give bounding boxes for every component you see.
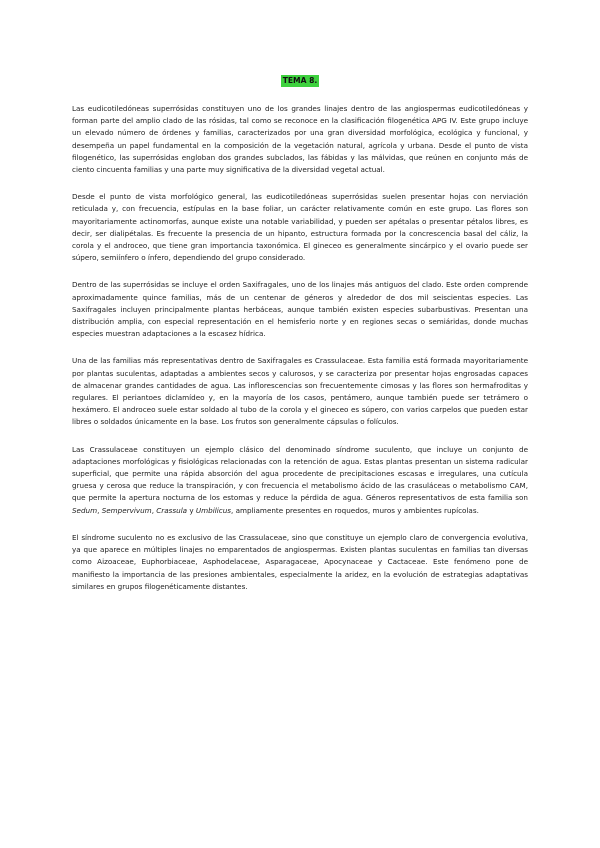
paragraph-text: Dentro de las superrósidas se incluye el orden Saxifragales, uno de los linajes más antiguos del clado. Este orden comprende aproximadamente quince familias, más de un centenar de géneros y alrededor de dos mil seiscientas especies. Las Saxifragales incluyen principalmente plantas herbáceas, aunque también existen especies subarbustivas. Presentan una distribución amplia, con especial representación en el hemisferio norte y en regiones secas o semiáridas, donde muchas especies muestran adaptaciones a la escasez hídrica. [72,280,528,339]
paragraph-text: Las eudicotiledóneas superrósidas constituyen uno de los grandes linajes dentro de las angiospermas eudicotiledóneas y forman parte del amplio clado de las rósidas, tal como se reconoce en la clasificación filogenética APG IV. Este grupo incluye un elevado número de órdenes y familias, caracterizados por una gran diversidad morfológica, ecológica y funcional, y desempeña un papel fundamental en la composición de la vegetación natural, agrícola y urbana. Desde el punto de vista filogenético, las superrósidas engloban dos grandes subclados, las fábidas y las málvidas, que reúnen en conjunto más de ciento cincuenta familias y una parte muy significativa de la diversidad vegetal actual. [72,104,528,175]
paragraph-text: , ampliamente presentes en roquedos, muros y ambientes rupícolas. [231,505,479,515]
document-title: TEMA 8. [282,76,318,85]
title-row [72,72,528,87]
paragraph-4 [72,355,528,428]
genus-name: Sedum [72,505,98,515]
paragraph-6 [72,532,528,593]
paragraph-2 [72,191,528,264]
paragraph-1 [72,103,528,176]
paragraph-text: El síndrome suculento no es exclusivo de las Crassulaceae, sino que constituye un ejemplo claro de convergencia evolutiva, ya que aparece en múltiples linajes no emparentados de angiospermas. Existen plantas suculentas en familias tan diversas como Aizoaceae, Euphorbiaceae, Asphodelaceae, Asparagaceae, Apocynaceae y Cactaceae. Este fenómeno pone de manifiesto la importancia de las presiones ambientales, especialmente la aridez, en la evolución de estrategias adaptativas similares en grupos filogenéticamente distantes. [72,532,528,591]
paragraph-text: y [187,505,196,515]
paragraph-3 [72,279,528,340]
paragraph-text: Desde el punto de vista morfológico general, las eudicotiledóneas superrósidas suelen presentar hojas con nerviación reticulada y, con frecuencia, estípulas en la base foliar, un carácter relativamente común en este grupo. Las flores son mayoritariamente actinomorfas, aunque existe una notable variabilidad, y pueden ser apétalas o presentar pétalos libres, es decir, ser dialipétalas. Es frecuente la presencia de un hipanto, estructura formada por la concrescencia basal del cáliz, la corola y el androceo, que tiene gran importancia taxonómica. El gineceo es generalmente sincárpico y el ovario puede ser súpero, semiínfero o ínfero, dependiendo del grupo considerado. [72,192,528,263]
document-page [72,72,528,608]
genus-name: Umbilicus [195,505,231,515]
genus-name: Crassula [156,505,188,515]
paragraph-text: , [151,505,157,515]
paragraph-text: Una de las familias más representativas dentro de Saxifragales es Crassulaceae. Esta familia está formada mayoritariamente por plantas suculentas, adaptadas a ambientes secos y calurosos, y se caracteriza por presentar hojas engrosadas capaces de almacenar grandes cantidades de agua. Las inflorescencias son frecuentemente cimosas y las flores son hermafroditas y regulares. El periantoes diclamídeo y, en la mayoría de los casos, pentámero, aunque también puede ser tetrámero o hexámero. El androceo suele estar soldado al tubo de la corola y el gineceo es súpero, con varios carpelos que pueden estar libres o soldados únicamente en la base. Los frutos son generalmente cápsulas o folículos. [72,356,528,427]
genus-name: Sempervivum [101,505,152,515]
paragraph-text: Las Crassulaceae constituyen un ejemplo clásico del denominado síndrome suculento, que incluye un conjunto de adaptaciones morfológicas y fisiológicas relacionadas con la retención de agua. Estas plantas presentan un sistema radicular superficial, que permite una rápida absorción del agua procedente de precipitaciones escasas e irregulares, una cutícula gruesa y cerosa que reduce la transpiración, y con frecuencia el metabolismo ácido de las crasuláceas o metabolismo CAM, que permite la apertura nocturna de los estomas y reduce la pérdida de agua. Géneros representativos de esta familia son [72,444,528,503]
paragraph-5 [72,444,528,517]
paragraph-text: , [97,505,102,515]
document-body [72,103,528,593]
